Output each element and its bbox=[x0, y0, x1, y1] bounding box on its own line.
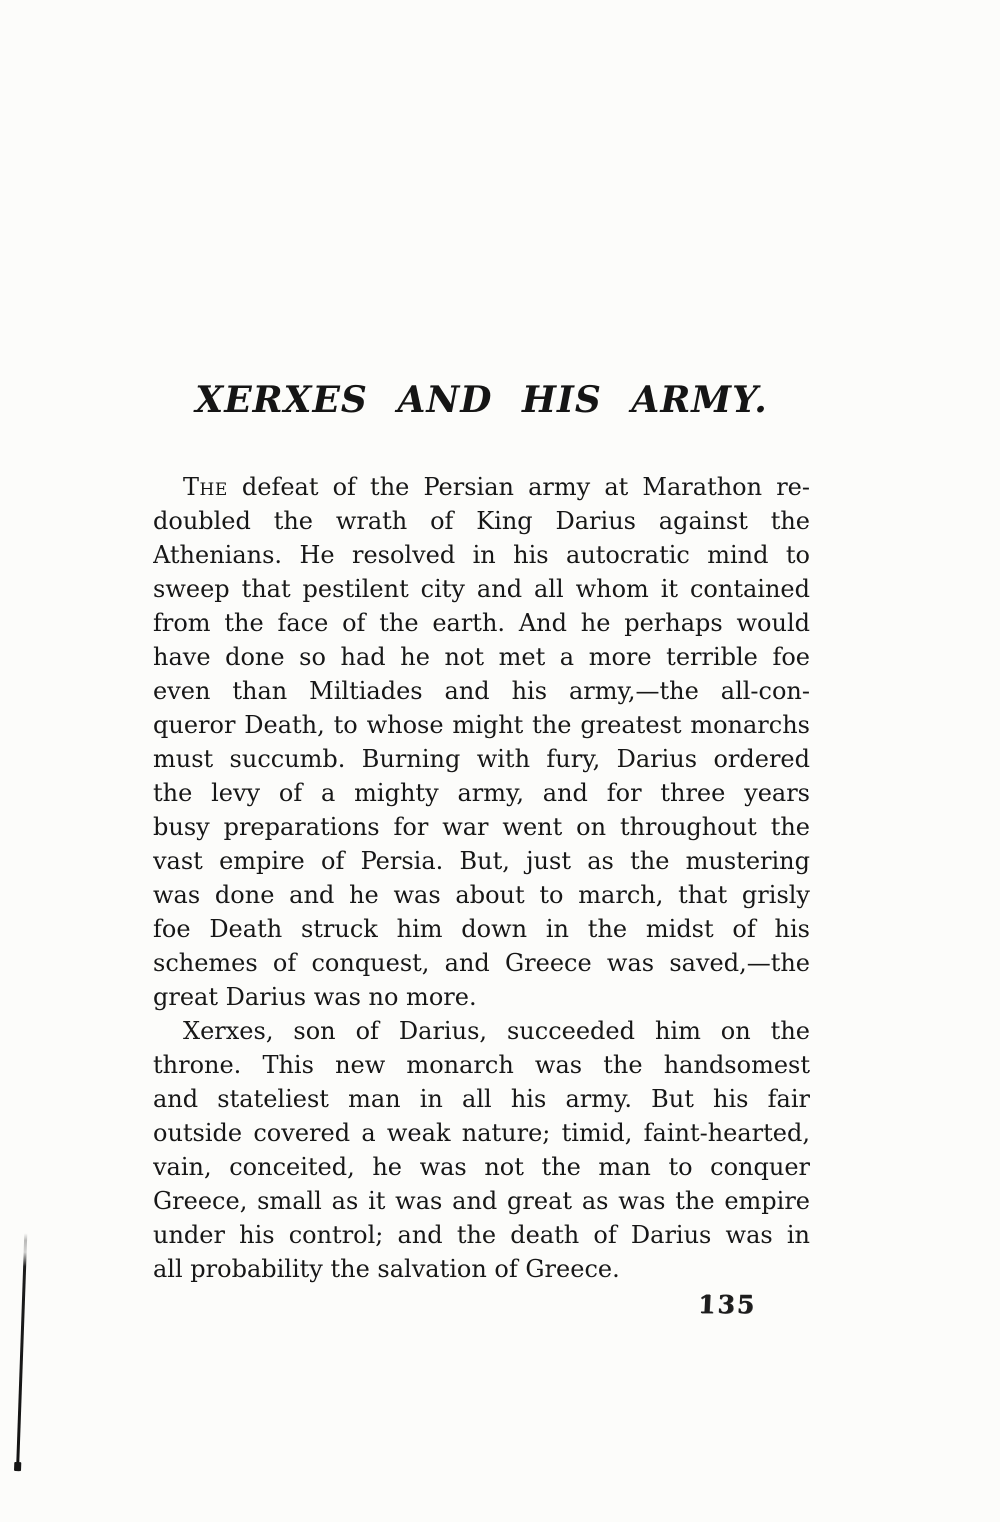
text-line: and stateliest man in all his army. But his fair bbox=[153, 1085, 810, 1113]
text-line: schemes of conquest, and Greece was saved,—the bbox=[153, 949, 810, 977]
text-line: from the face of the earth. And he perhaps would bbox=[153, 609, 810, 637]
scan-artifact-line bbox=[16, 1233, 27, 1471]
body-text bbox=[153, 470, 810, 1286]
chapter-title: XERXES AND HIS ARMY. bbox=[195, 379, 768, 421]
text-line: throne. This new monarch was the handsomest bbox=[153, 1051, 810, 1079]
text-line: foe Death struck him down in the midst of his bbox=[153, 915, 810, 943]
text-line: queror Death, to whose might the greatest monarchs bbox=[153, 711, 810, 739]
text-line: Greece, small as it was and great as was the empire bbox=[153, 1187, 810, 1215]
text-line: great Darius was no more. bbox=[153, 983, 477, 1011]
text-line: the levy of a mighty army, and for three years bbox=[153, 779, 810, 807]
text-line: sweep that pestilent city and all whom it contained bbox=[153, 575, 810, 603]
text-line: even than Miltiades and his army,—the all-con- bbox=[153, 677, 810, 705]
text-line: under his control; and the death of Darius was in bbox=[153, 1221, 810, 1249]
text-line: all probability the salvation of Greece. bbox=[153, 1255, 620, 1283]
lead-word: The bbox=[183, 473, 228, 501]
text-line: vain, conceited, he was not the man to conquer bbox=[153, 1153, 810, 1181]
text-line: Xerxes, son of Darius, succeeded him on the bbox=[183, 1017, 810, 1045]
text-line: The defeat of the Persian army at Marathon re- bbox=[183, 473, 810, 501]
text-line: must succumb. Burning with fury, Darius ordered bbox=[153, 745, 810, 773]
text-line: have done so had he not met a more terrible foe bbox=[153, 643, 810, 671]
scan-noise-misc bbox=[0, 0, 1, 1]
text-line: vast empire of Persia. But, just as the mustering bbox=[153, 847, 810, 875]
text-line: Athenians. He resolved in his autocratic mind to bbox=[153, 541, 810, 569]
page-number: 135 bbox=[697, 1290, 757, 1319]
text-line: outside covered a weak nature; timid, faint-hearted, bbox=[153, 1119, 810, 1147]
text-line: doubled the wrath of King Darius against the bbox=[153, 507, 810, 535]
text-line: was done and he was about to march, that grisly bbox=[153, 881, 810, 909]
text-line: busy preparations for war went on throughout the bbox=[153, 813, 810, 841]
